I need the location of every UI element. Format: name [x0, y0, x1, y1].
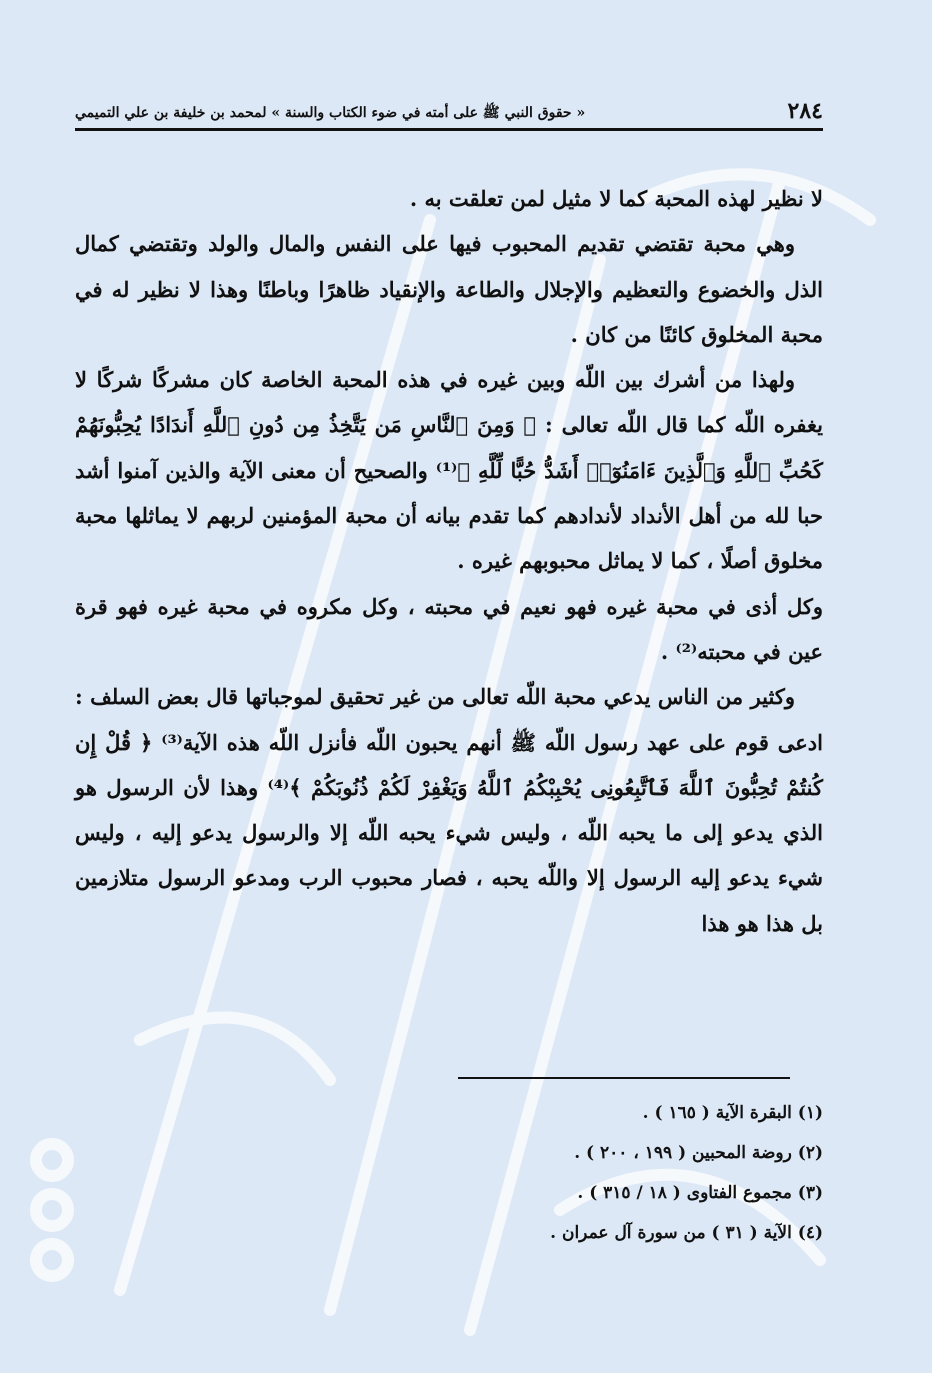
paragraph: وكل أذى في محبة غيره فهو نعيم في محبته ، وكل مكروه في محبة غيره فهو قرة عين في محبته⁽²⁾ .	[75, 593, 823, 664]
footnote-item: (٢) روضة المحبين ( ١٩٩ ، ٢٠٠ ) .	[574, 1143, 823, 1163]
footnote-item: (٣) مجموع الفتاوى ( ١٨ / ٣١٥ ) .	[577, 1183, 823, 1203]
paragraph: وهي محبة تقتضي تقديم المحبوب فيها على النفس والمال والولد وتقتضي كمال الذل والخضوع والتعظيم والإجلال والطاعة والإنقياد ظاهرًا وباطنًا وهذا لا نظير له في محبة المخلوق كائنًا من كان .	[75, 231, 823, 347]
footnotes	[75, 1093, 823, 1253]
page-header	[75, 96, 823, 131]
footnote-item: (١) البقرة الآية ( ١٦٥ ) .	[642, 1103, 823, 1123]
main-text	[75, 176, 823, 946]
page-number: ٢٨٤	[787, 98, 823, 124]
footnote-divider	[458, 1077, 790, 1079]
paragraph: لا نظير لهذه المحبة كما لا مثيل لمن تعلقت به .	[409, 186, 823, 211]
running-title: « حقوق النبي ﷺ على أمته في ضوء الكتاب والسنة » لمحمد بن خليفة بن علي التميمي	[75, 105, 586, 121]
footnote-item: (٤) الآية ( ٣١ ) من سورة آل عمران .	[550, 1223, 823, 1243]
paragraph: ولهذا من أشرك بين اللّه وبين غيره في هذه المحبة الخاصة كان مشركًا شركًا لا يغفره اللّه كما قال اللّه تعالى : ﴿ وَمِنَ ٱلنَّاسِ مَن يَتَّخِذُ مِن دُونِ ٱللَّهِ أَندَادًا يُحِبُّونَهُمْ كَحُبِّ ٱللَّهِ وَٱلَّذِينَ ءَامَنُوٓا۟ أَشَدُّ حُبًّا لِّلَّهِ ﴾⁽¹⁾ والصحيح أن معنى الآية والذين آمنوا أشد حبا لله من أهل الأنداد لأندادهم كما تقدم بيانه أن محبة المؤمنين لربهم لا يماثلها محبة مخلوق أصلًا ، كما لا يماثل محبوبهم غيره .	[75, 367, 824, 574]
paragraph: وكثير من الناس يدعي محبة اللّه تعالى من غير تحقيق لموجباتها قال بعض السلف : ادعى قوم على عهد رسول اللّه ﷺ أنهم يحبون اللّه فأنزل اللّه هذه الآية⁽³⁾ ﴿ قُلْ إِن كُنتُمْ تُحِبُّونَ ٱللَّهَ فَٱتَّبِعُونِى يُحْبِبْكُمُ ٱللَّهُ وَيَغْفِرْ لَكُمْ ذُنُوبَكُمْ ﴾⁽⁴⁾ وهذا لأن الرسول هو الذي يدعو إلى ما يحبه اللّه ، وليس شيء يحبه اللّه إلا والرسول يدعو إليه ، وليس شيء يدعو إليه الرسول إلا واللّه يحبه ، فصار محبوب الرب ومدعو الرسول متلازمين بل هذا هو هذا	[75, 684, 823, 936]
